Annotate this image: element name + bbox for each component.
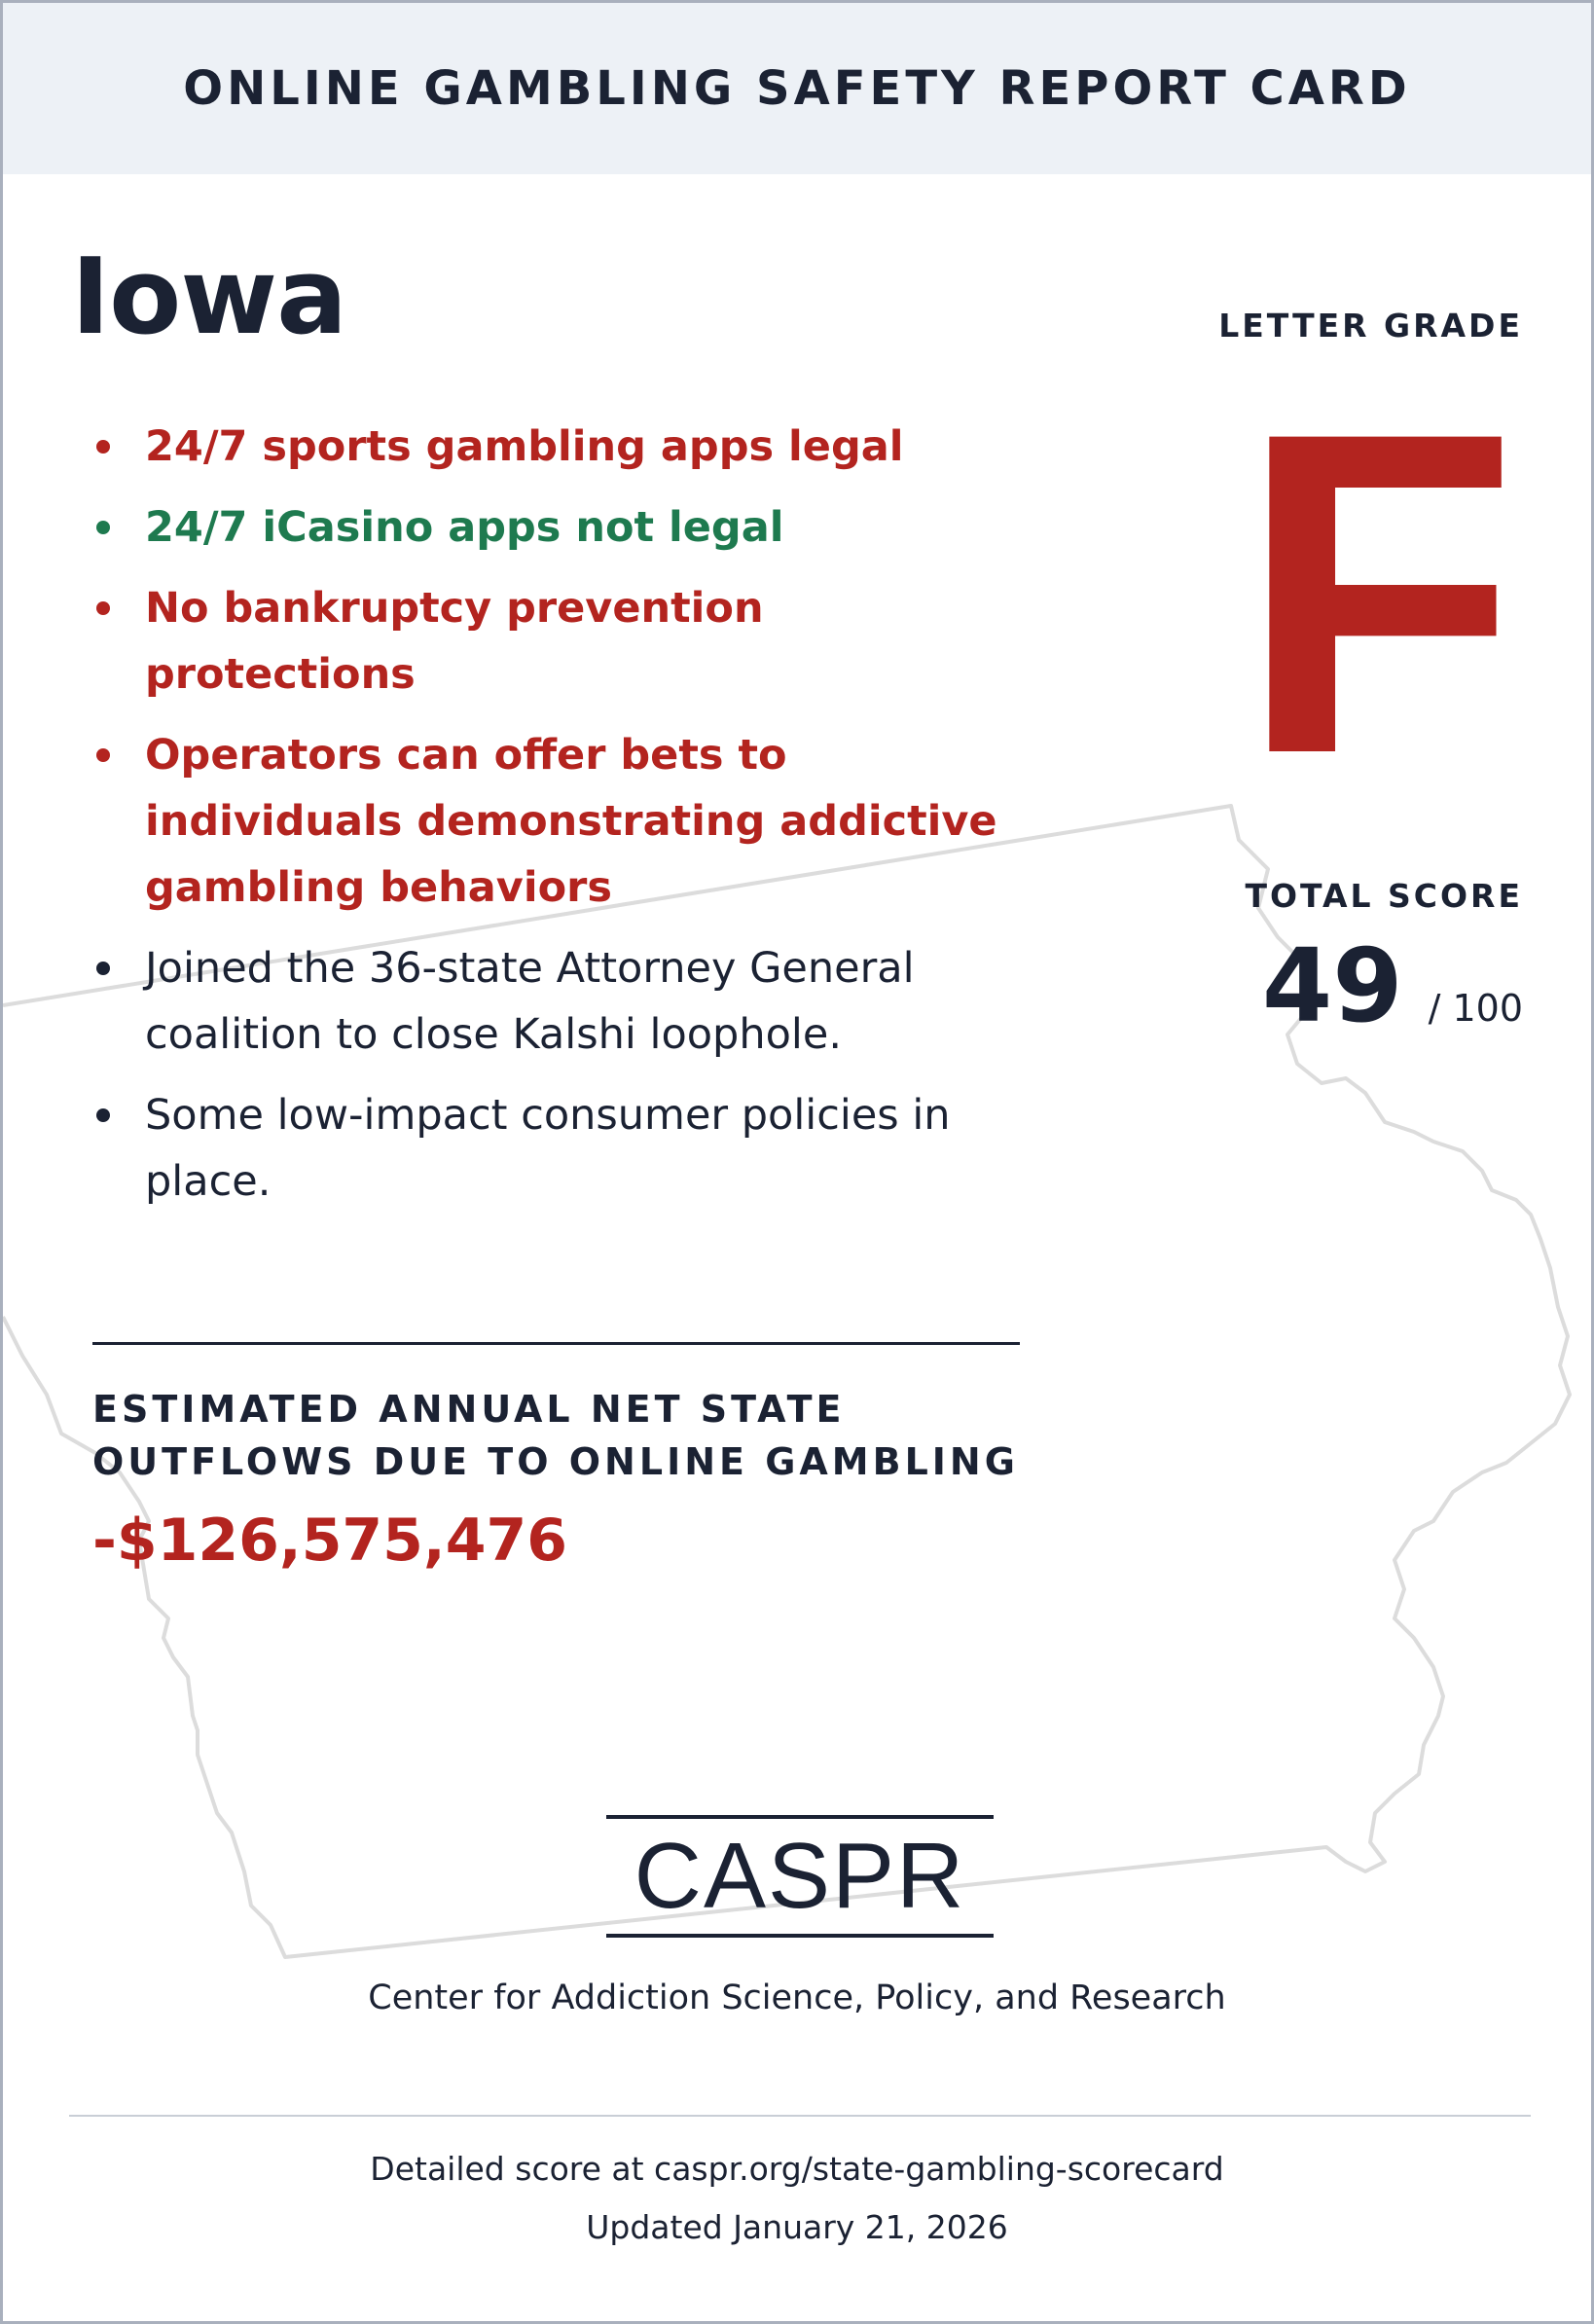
footer-detail-link: Detailed score at caspr.org/state-gambling-scorecard [370, 2150, 1224, 2188]
bullet-dot-icon [96, 748, 110, 762]
finding-text: 24/7 iCasino apps not legal [145, 503, 784, 552]
total-score-label: TOTAL SCORE [1245, 877, 1523, 915]
total-score-value: 49 [1261, 926, 1403, 1045]
total-score-max: / 100 [1428, 987, 1523, 1030]
organization-name: Center for Addiction Science, Policy, and Research [368, 1979, 1226, 2017]
total-score [1261, 926, 1523, 1045]
list-item [91, 414, 1034, 480]
letter-grade: F [1238, 338, 1518, 849]
finding-text: Some low-impact consumer policies in place. [145, 1091, 951, 1206]
outflows-value: -$126,575,476 [92, 1507, 567, 1575]
list-item [91, 1082, 1034, 1215]
logo-text: CASPR [634, 1824, 966, 1928]
state-name: Iowa [71, 236, 347, 358]
bullet-dot-icon [96, 601, 110, 615]
footer-divider [69, 2115, 1531, 2117]
list-item [91, 494, 1034, 561]
finding-text: Joined the 36-state Attorney General coalition to close Kalshi loophole. [145, 944, 915, 1059]
finding-text: Operators can offer bets to individuals demonstrating addictive gambling behaviors [145, 731, 997, 912]
footer-updated-date: Updated January 21, 2026 [586, 2208, 1008, 2246]
letter-grade-label: LETTER GRADE [1218, 307, 1523, 345]
bullet-dot-icon [96, 1108, 110, 1122]
caspr-logo [606, 1815, 994, 1938]
bullet-dot-icon [96, 440, 110, 454]
list-item [91, 575, 1034, 708]
list-item [91, 722, 1034, 921]
section-divider [92, 1342, 1020, 1345]
report-header [3, 3, 1591, 174]
report-title: ONLINE GAMBLING SAFETY REPORT CARD [183, 61, 1411, 116]
findings-list [91, 414, 1034, 1229]
finding-text: No bankruptcy prevention protections [145, 584, 764, 699]
list-item [91, 935, 1034, 1068]
bullet-dot-icon [96, 962, 110, 975]
bullet-dot-icon [96, 521, 110, 534]
finding-text: 24/7 sports gambling apps legal [145, 422, 904, 471]
outflows-label: ESTIMATED ANNUAL NET STATE OUTFLOWS DUE TO ONLINE GAMBLING [92, 1388, 1019, 1483]
